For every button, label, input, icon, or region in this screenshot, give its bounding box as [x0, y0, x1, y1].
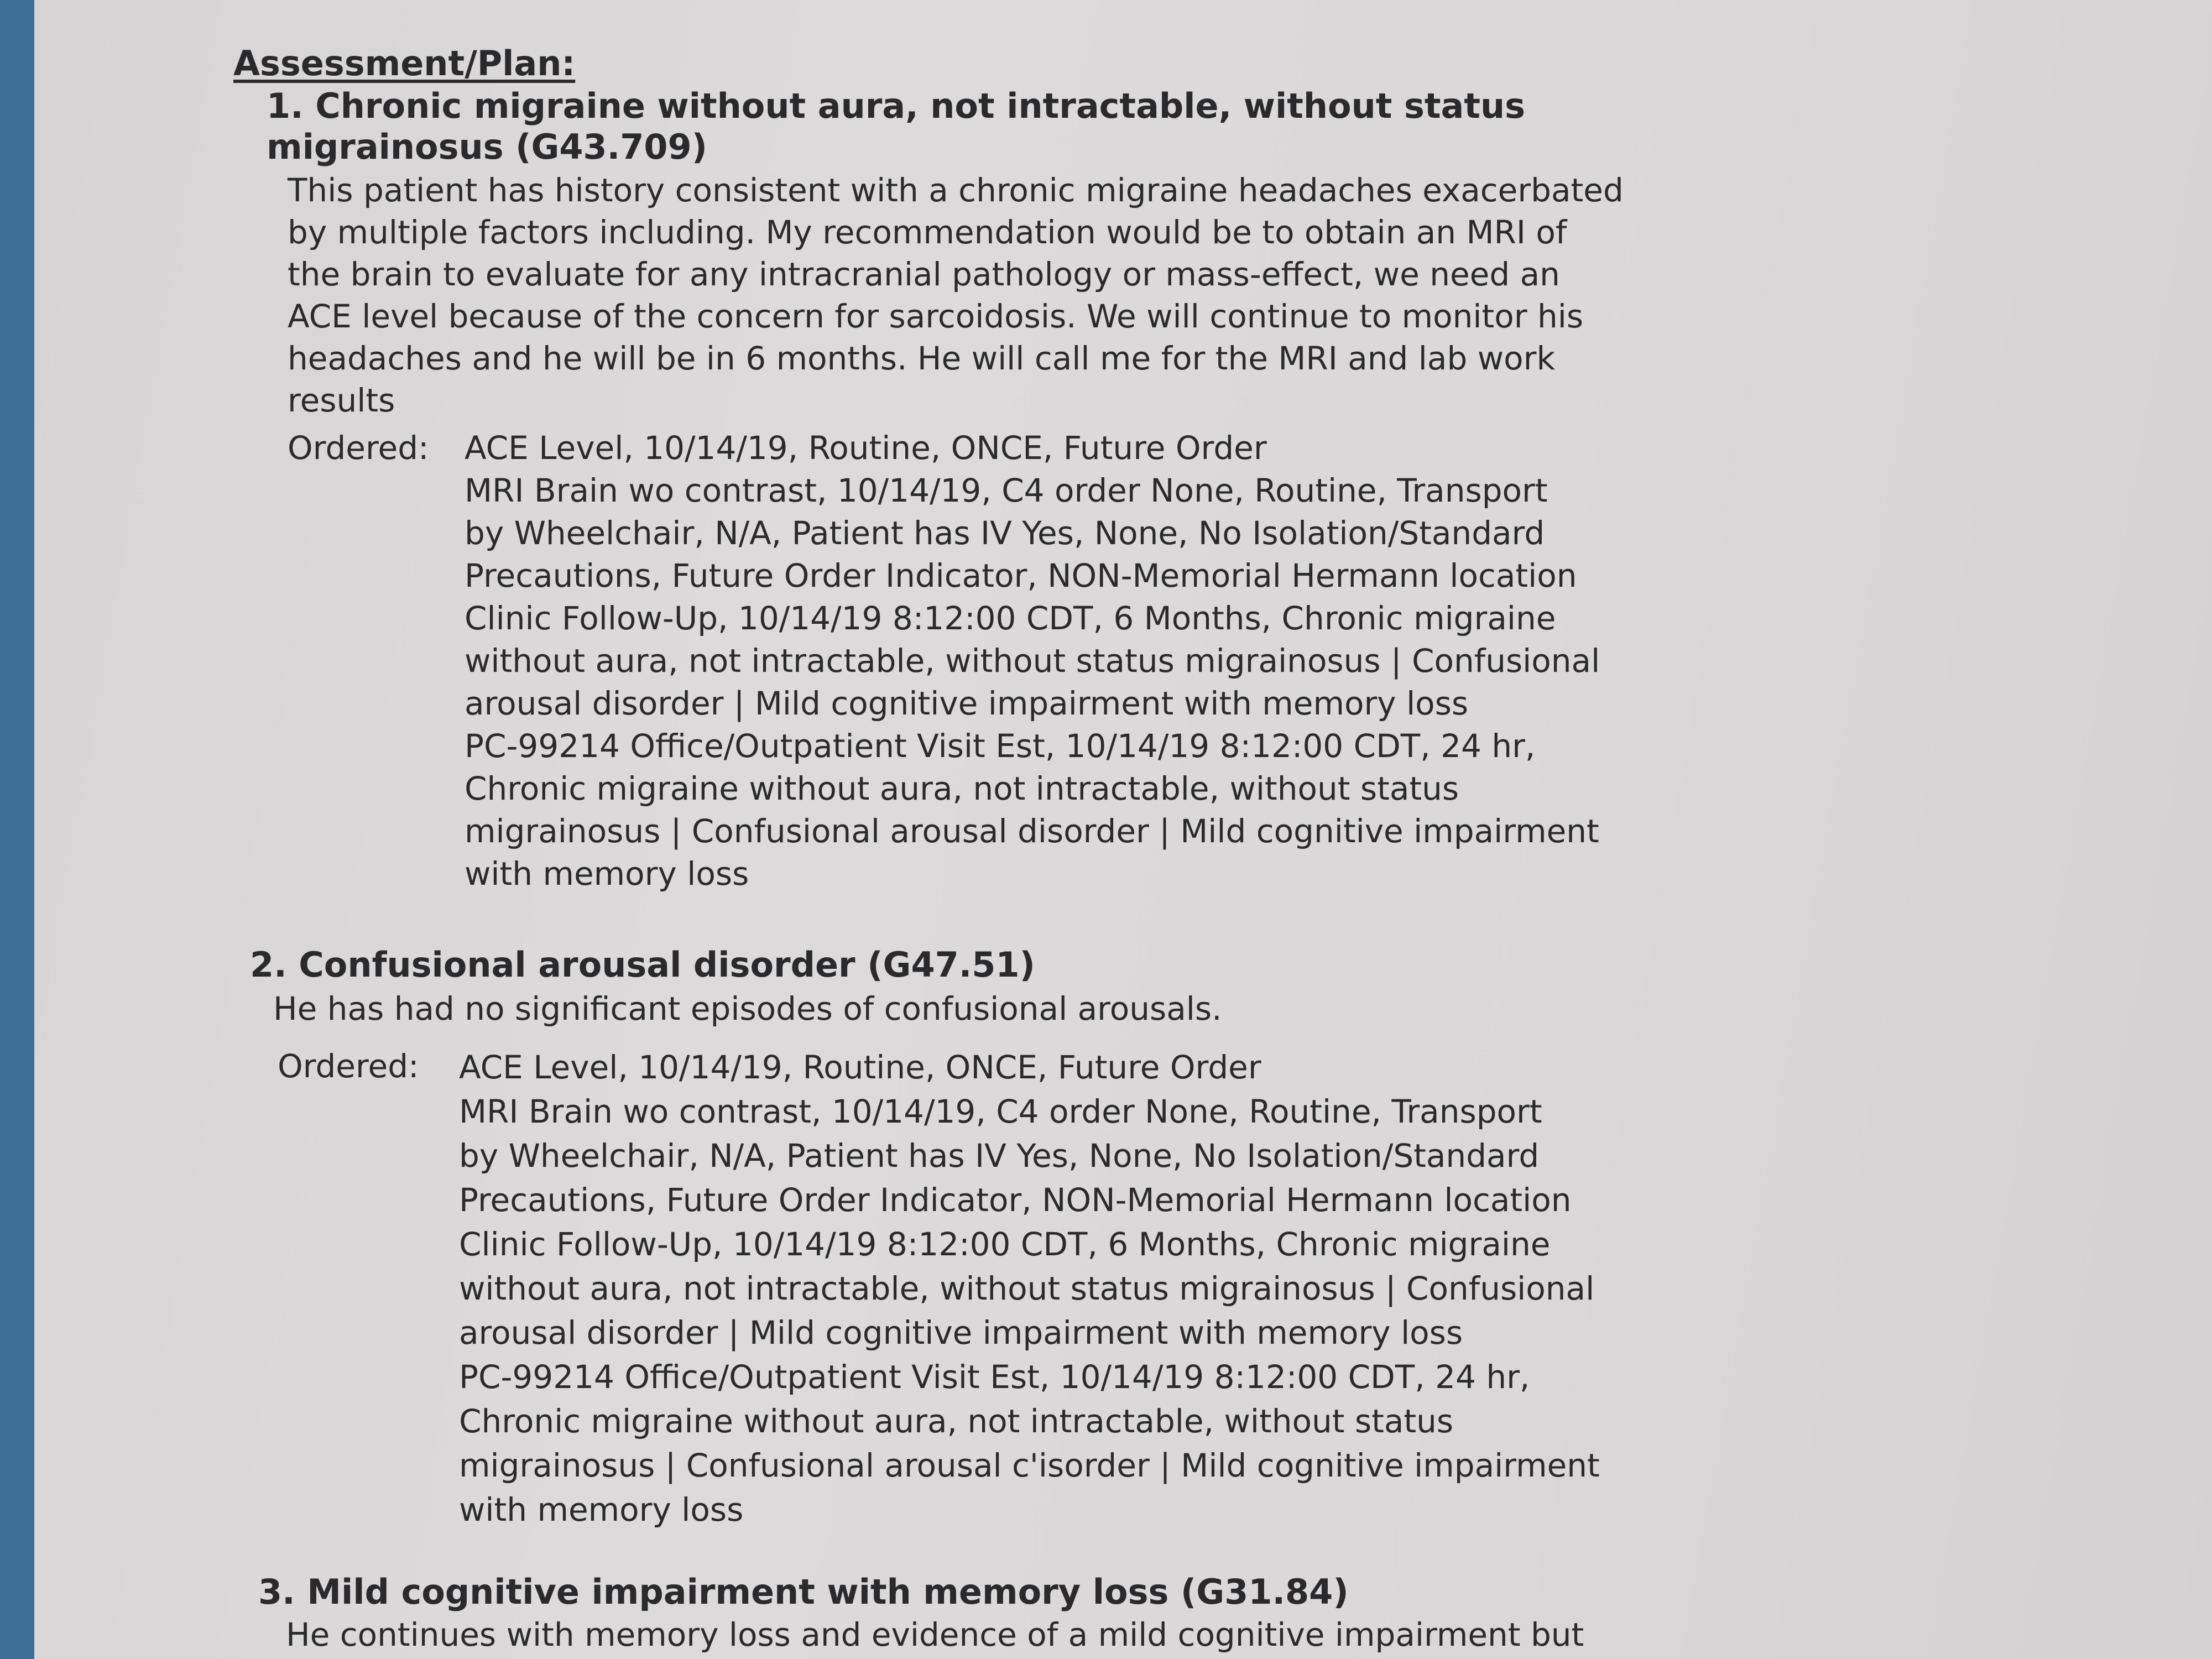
order-line: Precautions, Future Order Indicator, NON-Memorial Hermann location — [465, 557, 1577, 594]
order-line: PC-99214 Office/Outpatient Visit Est, 10/14/19 8:12:00 CDT, 24 hr, — [459, 1358, 1530, 1396]
narrative-line: the brain to evaluate for any intracranial pathology or mass-effect, we need an — [288, 255, 1560, 293]
order-line: Clinic Follow-Up, 10/14/19 8:12:00 CDT, 6 Months, Chronic migraine — [459, 1225, 1551, 1263]
order-line: Chronic migraine without aura, not intractable, without status — [459, 1402, 1454, 1440]
problem-1-title-line: migrainosus (G43.709) — [267, 127, 707, 167]
order-line: with memory loss — [459, 1491, 744, 1528]
section-heading: Assessment/Plan: — [233, 43, 576, 84]
order-line: Chronic migraine without aura, not intractable, without status — [465, 770, 1459, 807]
order-line: arousal disorder | Mild cognitive impairment with memory loss — [459, 1314, 1463, 1352]
order-line: by Wheelchair, N/A, Patient has IV Yes, None, No Isolation/Standard — [465, 514, 1545, 552]
order-line: arousal disorder | Mild cognitive impairment with memory loss — [465, 685, 1469, 722]
problem-3-title-line: 3. Mild cognitive impairment with memory loss (G31.84) — [258, 1572, 1349, 1612]
problem-2-title-line: 2. Confusional arousal disorder (G47.51) — [250, 945, 1035, 985]
order-line: Precautions, Future Order Indicator, NON-Memorial Hermann location — [459, 1181, 1572, 1219]
order-line: ACE Level, 10/14/19, Routine, ONCE, Future Order — [465, 429, 1267, 467]
problem-2-orders — [459, 1045, 1600, 1532]
narrative-line: This patient has history consistent with a chronic migraine headaches exacerbated — [288, 171, 1624, 209]
problem-1-narrative — [288, 169, 1624, 421]
problem-2-narrative — [273, 988, 1222, 1030]
narrative-line: He continues with memory loss and evidence of a mild cognitive impairment but — [286, 1616, 1584, 1653]
order-line: MRI Brain wo contrast, 10/14/19, C4 order None, Routine, Transport — [459, 1093, 1542, 1130]
order-line: Clinic Follow-Up, 10/14/19 8:12:00 CDT, 6 Months, Chronic migraine — [465, 599, 1556, 637]
problem-1-title — [267, 86, 1525, 168]
paper-page — [34, 0, 2212, 1659]
problem-2-ordered-label: Ordered: — [278, 1047, 419, 1085]
narrative-line: headaches and he will be in 6 months. He will call me for the MRI and lab work — [288, 340, 1556, 377]
narrative-line: He has had no significant episodes of confusional arousals. — [273, 990, 1222, 1027]
problem-1-ordered-label: Ordered: — [288, 429, 429, 467]
clinical-note — [34, 0, 2212, 1659]
order-line: without aura, not intractable, without status migrainosus | Confusional — [465, 642, 1600, 680]
order-line: ACE Level, 10/14/19, Routine, ONCE, Future Order — [459, 1048, 1261, 1086]
problem-3-title — [258, 1572, 1349, 1613]
problem-1-title-line: 1. Chronic migraine without aura, not intractable, without status — [267, 86, 1526, 126]
order-line: PC-99214 Office/Outpatient Visit Est, 10/14/19 8:12:00 CDT, 24 hr, — [465, 727, 1536, 765]
narrative-line: by multiple factors including. My recommendation would be to obtain an MRI of — [288, 213, 1567, 251]
order-line: without aura, not intractable, without status migrainosus | Confusional — [459, 1270, 1595, 1307]
problem-1-orders — [465, 427, 1600, 895]
problem-3-narrative — [286, 1614, 1584, 1656]
problem-2-title — [250, 945, 1035, 985]
order-line: MRI Brain wo contrast, 10/14/19, C4 order None, Routine, Transport — [465, 472, 1548, 509]
order-line: by Wheelchair, N/A, Patient has IV Yes, None, No Isolation/Standard — [459, 1137, 1540, 1175]
order-line: migrainosus | Confusional arousal c'isorder | Mild cognitive impairment — [459, 1447, 1600, 1484]
narrative-line: ACE level because of the concern for sarcoidosis. We will continue to monitor his — [288, 298, 1584, 335]
narrative-line: results — [288, 382, 395, 419]
order-line: migrainosus | Confusional arousal disorder | Mild cognitive impairment — [465, 812, 1599, 850]
order-line: with memory loss — [465, 855, 749, 893]
